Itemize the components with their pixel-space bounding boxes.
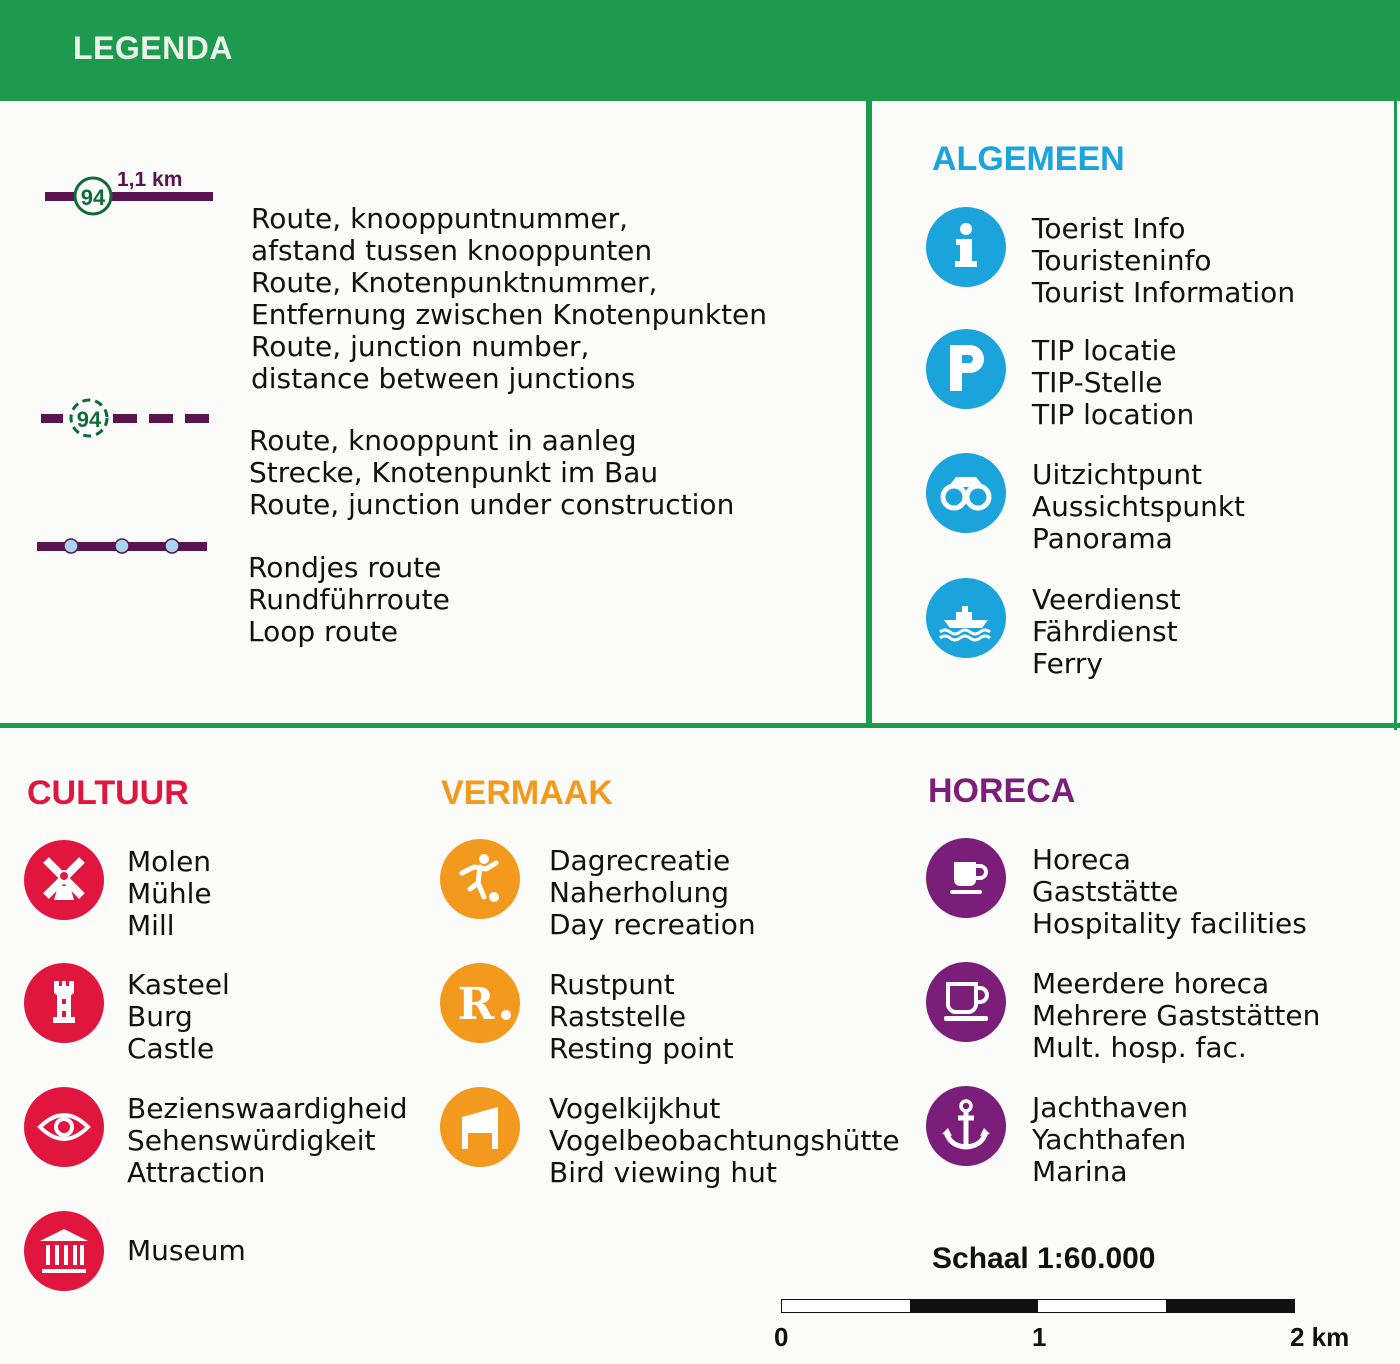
loop-route-label: [248, 552, 450, 648]
vermaak-item-label: [549, 969, 734, 1065]
algemeen-item-label: [1032, 584, 1181, 680]
label-line: Horeca: [1032, 843, 1131, 876]
scale-label-1: 1: [1032, 1322, 1047, 1352]
label-line: TIP-Stelle: [1032, 366, 1163, 399]
scale-title: Schaal 1:60.000: [932, 1242, 1156, 1275]
label-line: Route, knooppuntnummer,: [251, 202, 629, 235]
svg-text:R: R: [457, 979, 495, 1030]
cup-large-icon: [926, 962, 1006, 1042]
cup-icon: [926, 838, 1006, 918]
cultuur-heading: CULTUUR: [27, 774, 189, 812]
label-line: Jachthaven: [1032, 1091, 1188, 1124]
label-line: Burg: [127, 1000, 193, 1033]
route-junction-label: [251, 203, 767, 395]
cultuur-item-label: [127, 969, 230, 1065]
label-line: Mult. hosp. fac.: [1032, 1031, 1247, 1064]
horeca-item-label: [1032, 844, 1307, 940]
label-line: Mill: [127, 909, 175, 942]
eye-icon: [24, 1087, 104, 1167]
label-line: Rundführroute: [248, 583, 450, 616]
label-line: Vogelkijkhut: [549, 1092, 721, 1125]
label-line: Vogelbeobachtungshütte: [549, 1124, 900, 1157]
label-line: Route, junction number,: [251, 330, 590, 363]
algemeen-item-label: [1032, 459, 1245, 555]
scale-bar: [781, 1299, 1295, 1313]
label-line: Bezienswaardigheid: [127, 1092, 408, 1125]
algemeen-item-label: [1032, 213, 1295, 309]
scale-label-2: 2 km: [1290, 1322, 1350, 1352]
label-line: Rondjes route: [248, 551, 442, 584]
label-line: Toerist Info: [1032, 212, 1186, 245]
info-icon: [926, 207, 1006, 287]
label-line: Yachthafen: [1032, 1123, 1187, 1156]
label-line: Loop route: [248, 615, 399, 648]
label-line: Castle: [127, 1032, 215, 1065]
label-line: Molen: [127, 845, 212, 878]
svg-text:94: 94: [80, 185, 106, 210]
ferry-icon: [926, 578, 1006, 658]
vermaak-heading: VERMAAK: [441, 774, 613, 812]
label-line: Resting point: [549, 1032, 734, 1065]
cultuur-item-label: [127, 846, 212, 942]
label-line: Raststelle: [549, 1000, 687, 1033]
windmill-icon: [24, 840, 104, 920]
label-line: Museum: [127, 1234, 246, 1267]
label-line: Sehenswürdigkeit: [127, 1124, 376, 1157]
horeca-item-label: [1032, 968, 1320, 1064]
label-line: Entfernung zwischen Knotenpunkten: [251, 298, 768, 331]
right-edge-line: [1394, 0, 1397, 730]
castle-icon: [24, 963, 104, 1043]
label-line: Kasteel: [127, 968, 230, 1001]
label-line: TIP locatie: [1032, 334, 1177, 367]
label-line: afstand tussen knooppunten: [251, 234, 653, 267]
label-line: Hospitality facilities: [1032, 907, 1307, 940]
label-line: distance between junctions: [251, 362, 636, 395]
resting-point-icon: [440, 963, 520, 1043]
label-line: Tourist Information: [1032, 276, 1296, 309]
label-line: Mühle: [127, 877, 212, 910]
label-line: Route, junction under construction: [249, 488, 735, 521]
label-line: Day recreation: [549, 908, 756, 941]
scale-label-0: 0: [774, 1322, 789, 1352]
binoculars-icon: [926, 453, 1006, 533]
label-line: Mehrere Gaststätten: [1032, 999, 1321, 1032]
label-line: Gaststätte: [1032, 875, 1179, 908]
horizontal-divider: [0, 723, 1400, 728]
route-junction-symbol: [37, 172, 217, 226]
label-line: Rustpunt: [549, 968, 675, 1001]
museum-icon: [24, 1211, 104, 1291]
route-under-construction-label: [249, 425, 734, 521]
label-line: Route, knooppunt in aanleg: [249, 424, 637, 457]
label-line: Route, Knotenpunktnummer,: [251, 266, 658, 299]
vermaak-item-label: [549, 1093, 900, 1189]
label-line: TIP location: [1032, 398, 1195, 431]
horeca-item-label: [1032, 1092, 1188, 1188]
route-under-construction-symbol: [37, 394, 217, 448]
legend-title: LEGENDA: [73, 30, 233, 66]
label-line: Dagrecreatie: [549, 844, 731, 877]
algemeen-heading: ALGEMEEN: [932, 140, 1125, 178]
label-line: Veerdienst: [1032, 583, 1181, 616]
svg-text:1,1 km: 1,1 km: [117, 172, 183, 191]
label-line: Fährdienst: [1032, 615, 1178, 648]
label-line: Attraction: [127, 1156, 266, 1189]
parking-p-icon: [926, 329, 1006, 409]
svg-text:94: 94: [76, 407, 102, 432]
vertical-divider: [866, 101, 872, 727]
label-line: Naherholung: [549, 876, 730, 909]
loop-route-symbol: [37, 522, 217, 576]
cultuur-item-label: [127, 1235, 246, 1267]
label-line: Touristeninfo: [1032, 244, 1212, 277]
label-line: Ferry: [1032, 647, 1103, 680]
label-line: Aussichtspunkt: [1032, 490, 1246, 523]
legend-header: [0, 0, 1400, 101]
label-line: Strecke, Knotenpunkt im Bau: [249, 456, 659, 489]
label-line: Uitzichtpunt: [1032, 458, 1203, 491]
horeca-heading: HORECA: [928, 772, 1076, 810]
label-line: Meerdere horeca: [1032, 967, 1270, 1000]
label-line: Marina: [1032, 1155, 1128, 1188]
football-player-icon: [440, 839, 520, 919]
vermaak-item-label: [549, 845, 756, 941]
label-line: Panorama: [1032, 522, 1173, 555]
anchor-icon: [926, 1086, 1006, 1166]
cultuur-item-label: [127, 1093, 408, 1189]
label-line: Bird viewing hut: [549, 1156, 777, 1189]
algemeen-item-label: [1032, 335, 1194, 431]
bird-hut-icon: [440, 1087, 520, 1167]
